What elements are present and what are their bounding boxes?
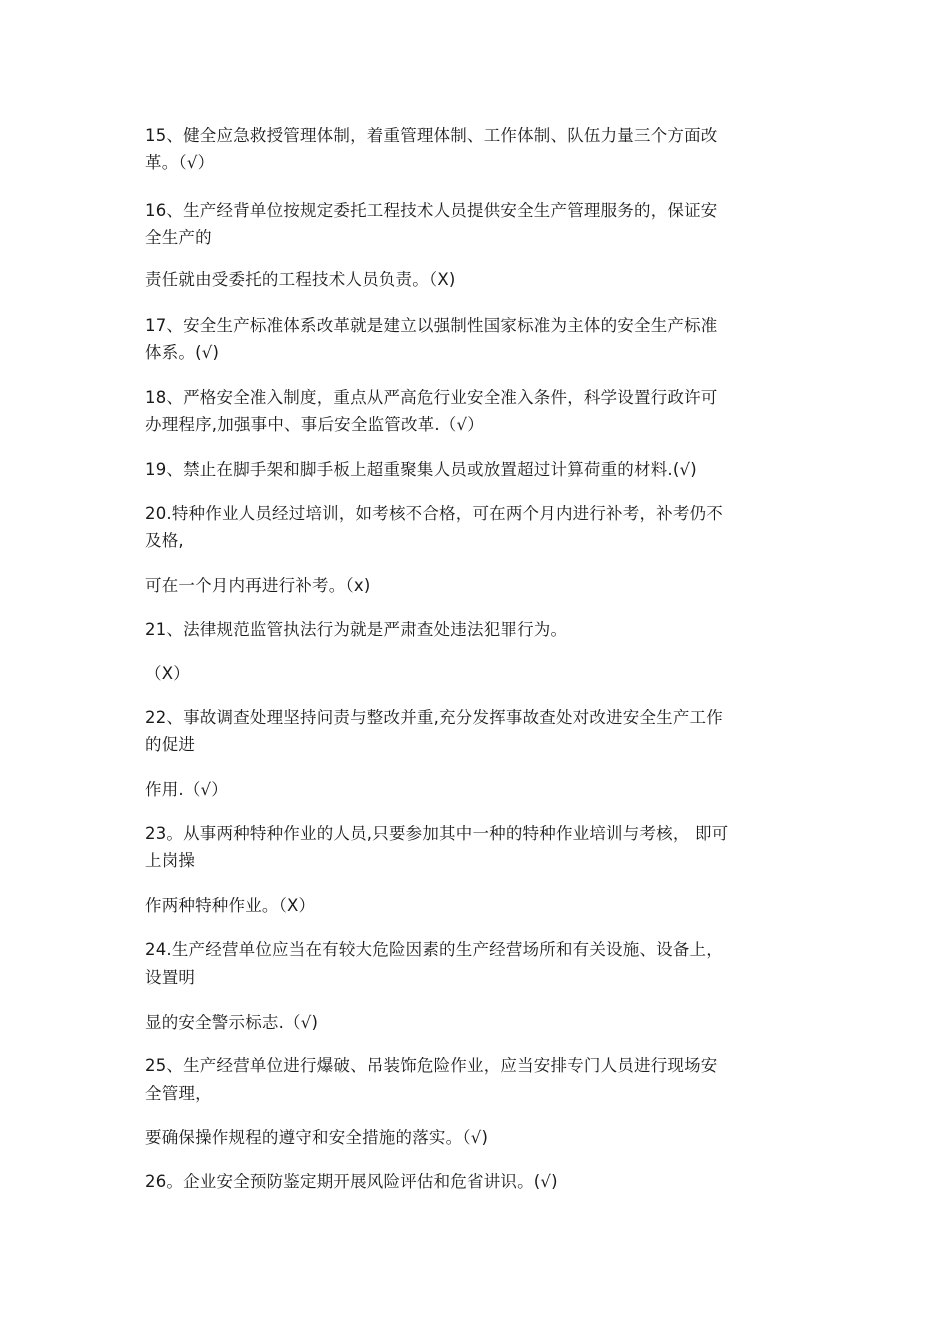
text-line: 革。（√）	[145, 153, 215, 172]
text-line: 26。企业安全预防鉴定期开展风险评估和危省讲识。(√)	[145, 1172, 558, 1191]
text-line: 要确保操作规程的遵守和安全措施的落实。（√)	[145, 1128, 489, 1147]
text-line: 22、事故调查处理坚持问责与整改并重,充分发挥事故查处对改进安全生产工作	[145, 708, 723, 727]
text-line: 作两种特种作业。（X）	[145, 896, 316, 915]
text-line: （X）	[145, 664, 190, 683]
text-line: 的促进	[145, 735, 196, 754]
text-line: 上岗操	[145, 851, 196, 870]
text-line: 及格,	[145, 531, 184, 550]
text-line: 23。从事两种特种作业的人员,只要参加其中一种的特种作业培训与考核， 即可	[145, 824, 729, 843]
text-line: 办理程序,加强事中、事后安全监管改革.（√）	[145, 415, 484, 434]
text-line: 24.生产经营单位应当在有较大危险因素的生产经营场所和有关设施、设备上，	[145, 940, 723, 959]
text-line: 体系。(√)	[145, 343, 220, 362]
text-line: 显的安全警示标志.（√)	[145, 1013, 319, 1032]
text-line: 25、生产经营单位进行爆破、吊装饰危险作业，应当安排专门人员进行现场安	[145, 1056, 718, 1075]
text-line: 18、严格安全准入制度，重点从严高危行业安全准入条件，科学设置行政许可	[145, 388, 718, 407]
text-line: 全生产的	[145, 228, 212, 247]
text-line: 可在一个月内再进行补考。（x)	[145, 576, 371, 595]
text-line: 全管理，	[145, 1084, 212, 1103]
text-line: 21、法律规范监管执法行为就是严肃查处违法犯罪行为。	[145, 620, 568, 639]
text-line: 19、禁止在脚手架和脚手板上超重聚集人员或放置超过计算荷重的材料.(√)	[145, 460, 697, 479]
text-line: 17、安全生产标准体系改革就是建立以强制性国家标准为主体的安全生产标准	[145, 316, 718, 335]
text-line: 16、生产经背单位按规定委托工程技术人员提供安全生产管理服务的，保证安	[145, 201, 718, 220]
text-line: 设置明	[145, 968, 196, 987]
text-line: 作用.（√）	[145, 780, 228, 799]
text-line: 责任就由受委托的工程技术人员负责。（X)	[145, 270, 456, 289]
text-line: 15、健全应急救授管理体制，着重管理体制、工作体制、队伍力量三个方面改	[145, 126, 718, 145]
text-line: 20.特种作业人员经过培训，如考核不合格，可在两个月内进行补考，补考仍不	[145, 504, 723, 523]
